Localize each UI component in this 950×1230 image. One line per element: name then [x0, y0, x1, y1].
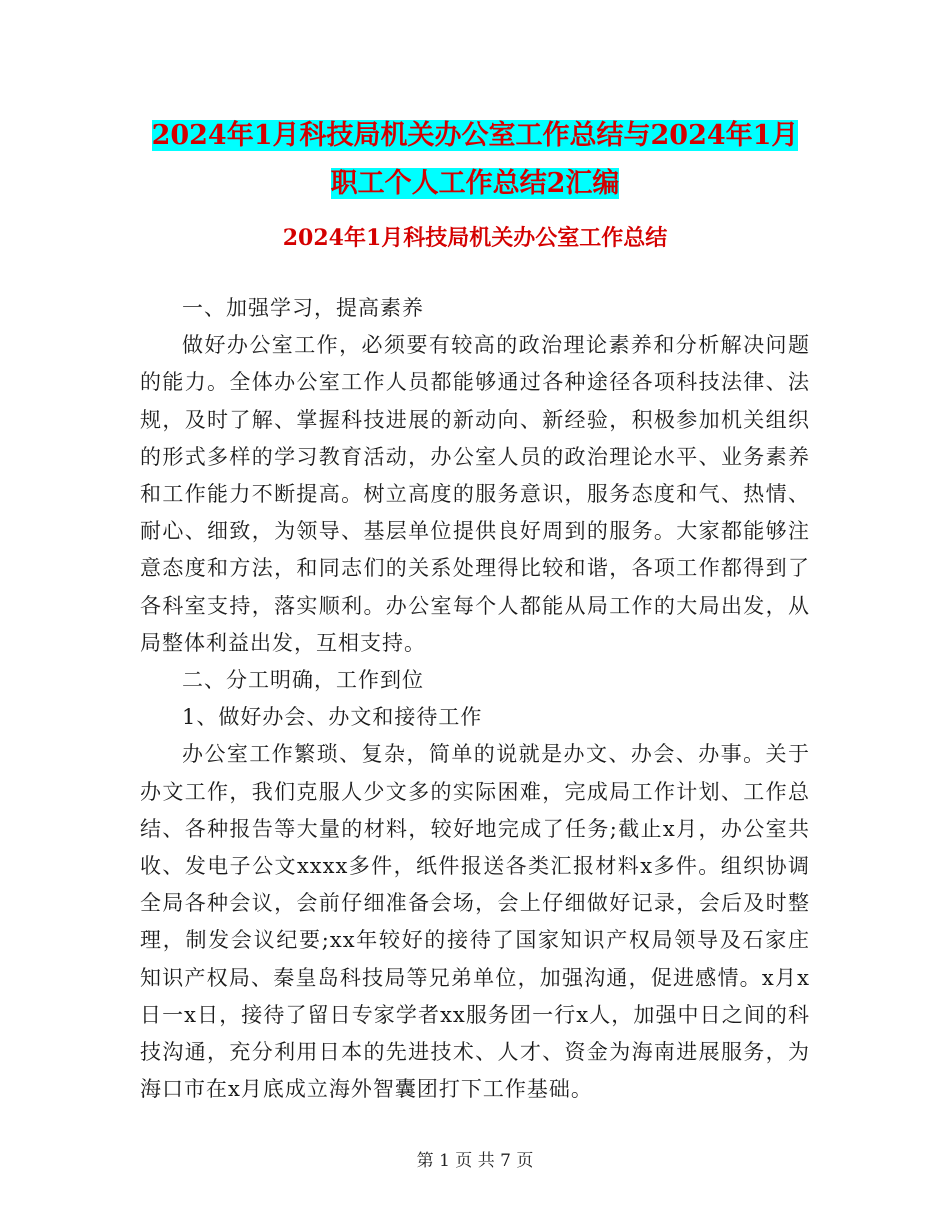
title-line-2: 职工个人工作总结2汇编 — [330, 168, 620, 199]
page-footer: 第 1 页 共 7 页 — [416, 1151, 534, 1171]
paragraph-1: 做好办公室工作，必须要有较高的政治理论素养和分析解决问题的能力。全体办公室工作人员都能够通过各种途径各项科技法律、法规，及时了解、掌握科技进展的新动向、新经验，积极参加机关组织的形式多样的学习教育活动，办公室人员的政治理论水平、业务素养和工作能力不断提高。树立高度的服务意识，服务态度和气、热情、耐心、细致，为领导、基层单位提供良好周到的服务。大家都能够注意态度和方法，和同志们的关系处理得比较和谐，各项工作都得到了各科室支持，落实顺利。办公室每个人都能从局工作的大局出发，从局整体利益出发，互相支持。 — [140, 333, 810, 655]
document-body — [140, 290, 810, 1108]
document-title — [140, 112, 810, 208]
title-line-1: 2024年1月科技局机关办公室工作总结与2024年1月 — [151, 120, 799, 151]
section-title: 2024年1月科技局机关办公室工作总结 — [282, 225, 668, 251]
heading-2: 二、分工明确，工作到位 — [182, 668, 424, 693]
subheading-1: 1、做好办会、办文和接待工作 — [182, 705, 483, 730]
paragraph-2: 办公室工作繁琐、复杂，简单的说就是办文、办会、办事。关于办文工作，我们克服人少文多的实际困难，完成局工作计划、工作总结、各种报告等大量的材料，较好地完成了任务;截止x月，办公室共收、发电子公文xxxx多件，纸件报送各类汇报材料x多件。组织协调全局各种会议，会前仔细准备会场，会上仔细做好记录，会后及时整理，制发会议纪要;xx年较好的接待了国家知识产权局领导及石家庄知识产权局、秦皇岛科技局等兄弟单位，加强沟通，促进感情。x月x日一x日，接待了留日专家学者xx服务团一行x人，加强中日之间的科技沟通，充分利用日本的先进技术、人才、资金为海南进展服务，为海口市在x月底成立海外智囊团打下工作基础。 — [140, 742, 810, 1102]
heading-1: 一、加强学习，提高素养 — [182, 296, 424, 320]
